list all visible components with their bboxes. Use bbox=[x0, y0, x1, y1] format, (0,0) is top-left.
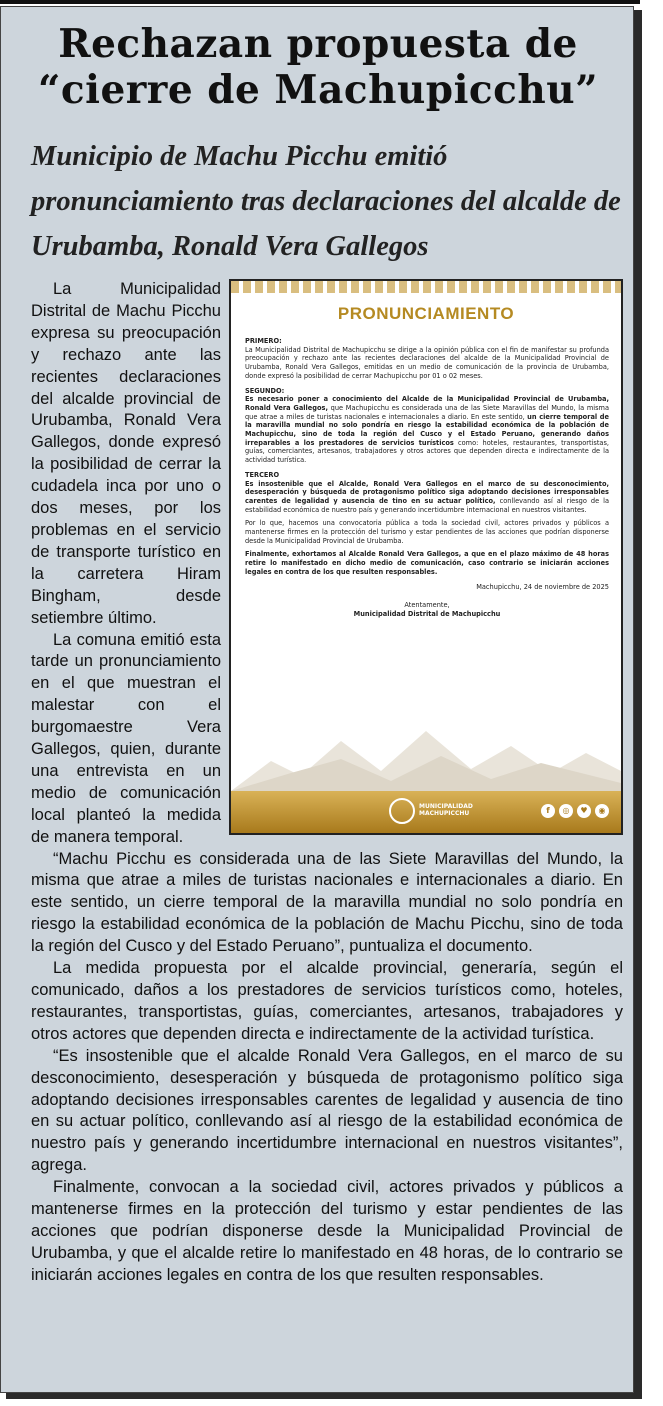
top-rule bbox=[0, 0, 640, 4]
headline: Rechazan propuesta de “cierre de Machupicchu” bbox=[37, 21, 599, 113]
doc-paragraph: Por lo que, hacemos una convocatoria pública a toda la sociedad civil, actores privados y públicos a mantenerse firmes en la protección del turismo y estar pendientes de las acciones que podrían disponerse desde la Municipalidad Provincial de Urubamba. bbox=[245, 519, 609, 545]
doc-title: PRONUNCIAMIENTO bbox=[337, 304, 515, 323]
facebook-icon: f bbox=[541, 804, 555, 818]
body-paragraph: La comuna emitió esta tarde un pronunciamiento en el que muestran el malestar con el burgomaestre Vera Gallegos, quien, durante una entrevista en un medio de comunicación local planteó la medida de manera temporal. bbox=[31, 630, 221, 846]
article-body bbox=[31, 279, 623, 1287]
doc-top-pattern bbox=[231, 281, 621, 293]
article-box bbox=[0, 6, 634, 1393]
doc-section-heading: SEGUNDO: bbox=[245, 386, 285, 395]
body-paragraph: “Machu Picchu es considerada una de las Siete Maravillas del Mundo, la misma que atrae a miles de turistas nacionales e internacionales a diario. En este sentido, un cierre temporal de la maravilla mundial no solo pondría en riesgo la estabilidad económica de la población de Machu Picchu, sino de toda la región del Cusco y del Estado Peruano”, puntualiza el documento. bbox=[31, 849, 623, 956]
doc-date: Machupicchu, 24 de noviembre de 2025 bbox=[476, 582, 609, 591]
body-paragraph: La Municipalidad Distrital de Machu Picchu expresa su preocupación y rechazo ante las recientes declaraciones del alcalde provincial de Urubamba, Ronald Vera Gallegos, donde expresó la posibilidad de cerrar la cudadela inca por uno o dos meses, por los problemas en el servicio de transporte turístico en la carretera Hiram Bingham, desde setiembre último. bbox=[31, 280, 221, 627]
logo-text: MUNICIPALIDAD MACHUPICCHU bbox=[419, 803, 473, 817]
doc-signature bbox=[245, 601, 609, 618]
doc-bold: Es necesario poner a conocimiento del Alcalde de la Municipalidad Provincial de Urubamba, Ronald Vera Gallegos, bbox=[245, 395, 609, 412]
doc-span: como: hoteles, restaurantes, transportistas, guías, comerciantes, artesanos, trabajadores y otros actores que dependen directa e indirectamente de la actividad turística. bbox=[245, 438, 610, 465]
doc-text bbox=[245, 331, 609, 619]
instagram-icon: ◎ bbox=[559, 804, 573, 818]
doc-bold: Es insostenible que el Alcalde, Ronald Vera Gallegos en el marco de su desconocimiento, desesperación y búsqueda de protagonismo político siga adoptando decisiones irresponsables carentes de legalidad y ausencia de tino en su actuar político, bbox=[245, 479, 609, 505]
web-icon: ◉ bbox=[595, 804, 609, 818]
doc-span: que Machupicchu es considerada una de las Siete Maravillas del Mundo, la misma que atrae a miles de turistas nacionales e internacionales a diario. En este sentido, bbox=[245, 403, 609, 421]
doc-paragraph bbox=[245, 395, 609, 465]
doc-closing: Atentamente, bbox=[404, 601, 450, 610]
doc-paragraph: Finalmente, exhortamos al Alcalde Ronald Vera Gallegos, a que en el plazo máximo de 48 horas retire lo manifestado en dicho medio de comunicación, caso contrario se iniciarán acciones legales en contra de los que resulten responsables. bbox=[245, 550, 609, 576]
doc-bold: un cierre temporal de la maravilla mundial no solo pondría en riesgo la estabilidad económica de la población de Machupicchu, sino de toda la región del Cusco y el Estado Peruano, generando daños irreparables a los prestadores de servicios turísticos bbox=[245, 412, 610, 447]
subhead: Municipio de Machu Picchu emitió pronunciamiento tras declaraciones del alcalde de Urubamba, Ronald Vera Gallegos bbox=[31, 141, 621, 262]
municipality-logo-icon bbox=[389, 798, 415, 824]
mountains-illustration bbox=[231, 721, 621, 791]
doc-span: conllevando así al riesgo de la estabilidad económica de nuestro país y generando incertidumbre internacional en nuestros visitantes. bbox=[245, 496, 609, 514]
doc-org: Municipalidad Distrital de Machupicchu bbox=[353, 609, 501, 618]
body-paragraph: Finalmente, convocan a la sociedad civil, actores privados y públicos a mantenerse firmes en la protección del turismo y estar pendientes de las acciones que podrían disponerse desde la Municipalidad Provincial de Urubamba, y que el alcalde retire lo manifestado en 48 horas, de lo contrario se iniciarán acciones legales en contra de los que resulten responsables. bbox=[31, 1178, 623, 1284]
twitter-icon: ♥ bbox=[577, 804, 591, 818]
doc-paragraph: La Municipalidad Distrital de Machupicchu se dirige a la opinión pública con el fin de manifestar su profunda preocupación y rechazo ante las recientes declaraciones del alcalde de la Municipalidad Provincial de Urubamba, Ronald Vera Gallegos, emitidas en un medio de comunicación de la provincia de Urubamba, donde expresó la posibilidad de cerrar Machupicchu por 01 o 02 meses. bbox=[245, 345, 609, 380]
doc-section-heading: TERCERO bbox=[245, 470, 280, 479]
pronouncement-image bbox=[229, 279, 623, 835]
box-shadow-bottom bbox=[6, 1392, 642, 1399]
body-paragraph: La medida propuesta por el alcalde provincial, generaría, según el comunicado, daños a los prestadores de servicios turísticos como, hoteles, restaurantes, transportistas, guías, comerciantes, artesanos, trabajadores y otros actores que dependen directa e indirectamente de la actividad turística. bbox=[31, 959, 623, 1043]
doc-section-heading: PRIMERO: bbox=[245, 337, 282, 345]
doc-footer bbox=[231, 791, 621, 833]
doc-paragraph bbox=[245, 480, 609, 515]
body-paragraph: “Es insostenible que el alcalde Ronald Vera Gallegos, en el marco de su desconocimiento, desesperación y búsqueda de protagonismo político siga adoptando decisiones irresponsables carentes de legalidad y ausencia de tino en su actuar político, conllevando así al riesgo de la estabilidad económica de nuestro país y generando incertidumbre internacional en nuestros visitantes”, agrega. bbox=[31, 1046, 623, 1175]
box-shadow-right bbox=[634, 10, 642, 1398]
